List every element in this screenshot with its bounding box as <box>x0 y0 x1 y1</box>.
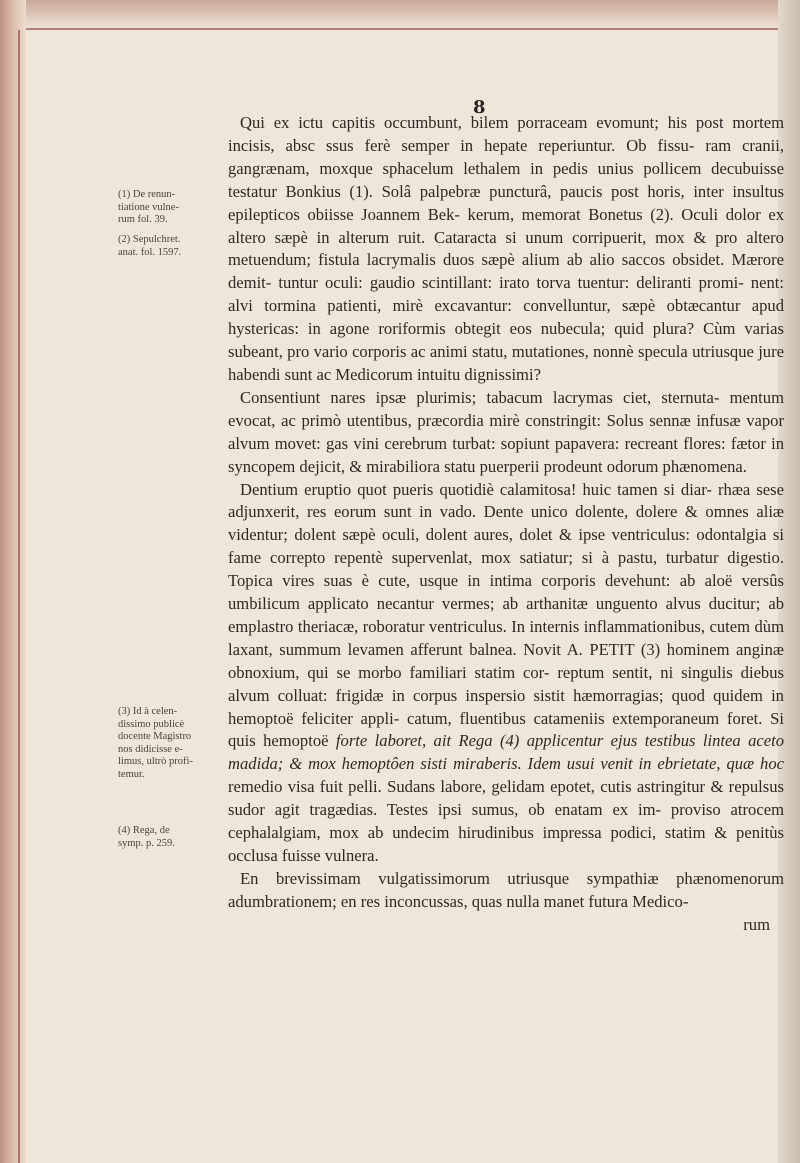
text-line: Qui ex ictu capitis occumbunt, bilem porraceam evomunt; his post <box>240 113 733 132</box>
note-line: tiatione vulne- <box>118 201 179 213</box>
text-line: sennæ infusæ vapor alvum movet: gas vini cerebrum turbat: sopiunt <box>228 410 784 453</box>
text-line: tuntur oculi: gaudio scintillant: irato torva tuentur: deliranti promi- <box>278 273 751 293</box>
text-line: mentum evocat, ac primò utentibus, præcordia mirè constringit: Solus <box>228 387 784 430</box>
note-line: (3) Id à celen- <box>118 706 178 717</box>
note-line: limus, ultrò profi- <box>118 756 193 768</box>
text-line: kerum, memorat Bonetus (2). Oculi dolor ex altero sæpè in alterum <box>228 204 784 247</box>
text-line: quid plura? Cùm varias subeant, pro vario corporis ac animi statu, <box>228 319 784 362</box>
text-line: necantur vermes; ab arthanitæ unguento alvus ducitur; ab emplastro <box>228 594 784 636</box>
page-number: 8 <box>473 97 486 118</box>
text-line: podici, statim & penitùs occlusa fuisse vulnera. <box>228 823 784 865</box>
note-line: rum fol. 39. <box>118 214 168 226</box>
binding-gutter <box>0 0 26 1163</box>
text-line: hominem anginæ obnoxium, qui se morbo familiari statim cor- <box>228 639 784 682</box>
text-line: fistula lacrymalis duos sæpè alium ab alio saccos obsidet. Mærore demit- <box>228 250 784 293</box>
text-line: usque in intima corporis devehunt: ab aloë versûs umbilicum applicato <box>228 571 784 614</box>
text-line: dolere & omnes aliæ videntur; dolent sæpè oculi, dolent aures, dolet <box>228 502 784 545</box>
paragraph <box>228 479 784 868</box>
text-line: nent: alvi tormina patienti, mirè excavantur: convelluntur, sæpè <box>228 273 784 316</box>
note-line: docente Magistro <box>118 731 192 743</box>
marginal-note <box>118 825 228 850</box>
note-line: (1) De renun- <box>118 189 176 200</box>
text-line: catum, fluentibus catameniis extemporaneum foret. Si quis hemoptoë <box>228 708 784 751</box>
text-line: mortem incisis, absc ssus ferè semper in hepate reperiuntur. Ob fissu- <box>228 113 784 155</box>
note-line: symp. p. 259. <box>118 837 175 849</box>
text-line: forte laboret, ait Rega (4) applicentur ejus testibus lintea aceto madida; <box>228 731 785 774</box>
text-line: rhæa sese adjunxerit, res eorum sunt in vado. Dente unico dolente, <box>228 479 784 522</box>
marginal-note <box>118 189 228 227</box>
text-line: intuitu dignissimi? <box>416 364 541 384</box>
note-line: (2) Sepulchret. <box>118 234 181 245</box>
text-line: inspersio sistit hæmorragias; quod quidem in hemoptoë feliciter appli- <box>228 685 784 728</box>
paragraph <box>228 112 784 387</box>
text-line: proviso atrocem cephalalgiam, mox ab undecim hirudinibus impressa <box>228 800 784 843</box>
text-line: obtæcantur apud hystericas: in agone roriformis obtegit eos nubecula; <box>228 296 785 339</box>
page-top-edge <box>0 0 800 32</box>
text-line: pollicem decubuisse testatur Bonkius (1). Solâ palpebræ puncturâ, <box>228 158 784 201</box>
catchword: rum <box>743 914 770 934</box>
text-line: papavera: recreant flores: fætor in syncopem dejicit, & mirabiliora <box>228 433 784 476</box>
text-line: & mox hemoptôen sisti miraberis. Idem usui venit in ebrietate, quæ hoc <box>289 754 784 774</box>
marginal-note <box>118 234 228 259</box>
text-line: remedio visa fuit pelli. Sudans labore, gelidam epotet, cutis astringitur <box>228 777 711 797</box>
text-line: mutationes, nonnè specula utriusque jure habendi sunt ac Medicorum <box>228 342 784 384</box>
note-line: dissimo publicè <box>118 718 185 730</box>
marginal-note <box>118 706 228 782</box>
note-line: nos didicisse e- <box>118 743 183 755</box>
text-line: dùm laxant, summum levamen afferunt balnea. Novit A. PETIT (3) <box>228 616 784 659</box>
text-line: paucis post horis, inter insultus epilepticos obiisse Joannem Bek- <box>228 181 784 224</box>
text-line: ruit. Cataracta si unum corripuerit, mox & pro altero metuendum; <box>228 227 784 270</box>
text-line: & ipse ventriculus: odontalgia si fame correpto repentè supervenlat, <box>228 525 784 568</box>
text-line: reptum sentit, ni singulis diebus alvum colluat: frigidæ in corpus <box>228 662 784 705</box>
text-line: theriacæ, roboratur ventriculus. In internis inflammationibus, cutem <box>297 616 755 636</box>
note-line: anat. fol. 1597. <box>118 246 182 258</box>
paragraph <box>228 868 784 914</box>
text-line: Dentium eruptio quot pueris quotidiè calamitosa! huic tamen si diar- <box>240 479 718 499</box>
text-line: ram cranii, gangrænam, moxque sphacelum lethalem in pedis unius <box>228 135 784 178</box>
text-line: adumbrationem; en res inconcussas, quas nulla manet futura Medico- <box>228 891 689 911</box>
text-line: statu puerperii prodeunt odorum phænomena. <box>444 456 747 476</box>
note-line: (4) Rega, de <box>118 825 170 836</box>
note-line: temur. <box>118 768 145 780</box>
text-line: & repulsus sudor agit tragædias. Testes ipsi sumus, ob enatam ex im- <box>228 777 784 820</box>
text-line: mox satiatur; si à pastu, turbatur digestio. Topica vires suas è cute, <box>228 548 784 591</box>
main-text <box>228 112 784 937</box>
text-line: En brevissimam vulgatissimorum utriusque sympathiæ phænomenorum <box>240 868 784 888</box>
text-line: Consentiunt nares ipsæ plurimis; tabacum lacrymas ciet, sternuta- <box>240 387 730 407</box>
paragraph <box>228 387 784 479</box>
